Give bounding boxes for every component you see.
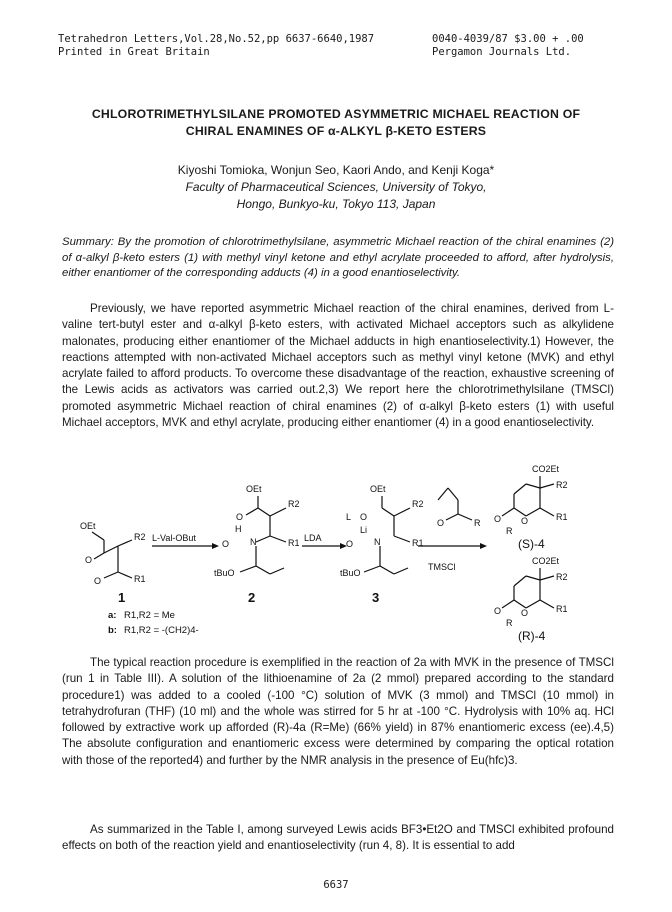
- cmp3-li: Li: [360, 525, 368, 535]
- acceptor-r: R: [474, 518, 481, 528]
- title-line-2: CHIRAL ENAMINES OF α-ALKYL β-KETO ESTERS: [185, 124, 487, 138]
- definition-b-key: b:: [108, 625, 117, 636]
- definition-a: R1,R2 = Me: [124, 610, 175, 621]
- affiliation: [40, 179, 632, 213]
- product-s-4-label: (S)-4: [518, 537, 545, 551]
- publisher: Pergamon Journals Ltd.: [432, 46, 572, 58]
- cmp1-r2: R2: [134, 532, 146, 542]
- reaction-scheme: [0, 460, 672, 660]
- cmp3-r1: R1: [412, 538, 424, 548]
- s4-co2et: CO2Et: [532, 464, 560, 474]
- definition-b: R1,R2 = -(CH2)4-: [124, 625, 199, 636]
- definition-a-key: a:: [108, 610, 117, 621]
- r4-o2: O: [521, 608, 529, 618]
- summary: Summary: By the promotion of chlorotrimethylsilane, asymmetric Michael reaction of the chiral enamines (2) of α-alkyl β-keto esters (1) with methyl vinyl ketone and ethyl acrylate proceeded to afford, after hydrolysis, either enantiomer of the corresponding adducts (4) in a good enantioselectivity.: [62, 236, 614, 279]
- s4-r: R: [506, 526, 513, 536]
- s4-r2: R2: [556, 480, 568, 490]
- cmp3-oet: OEt: [370, 484, 386, 494]
- r4-r: R: [506, 618, 513, 628]
- compound-2-structure: [214, 484, 300, 578]
- running-header-left: [58, 33, 374, 59]
- cmp2-n: N: [250, 537, 257, 547]
- compound-label-2: 2: [248, 590, 256, 605]
- cmp2-tbuo: tBuO: [214, 568, 235, 578]
- cmp2-oet: OEt: [246, 484, 262, 494]
- cmp2-o-amide: O: [222, 539, 230, 549]
- affiliation-line-2: Hongo, Bunkyo-ku, Tokyo 113, Japan: [236, 197, 436, 211]
- s4-r1: R1: [556, 512, 568, 522]
- article-title: [40, 106, 632, 140]
- michael-acceptor: [437, 488, 481, 528]
- page-number: 6637: [323, 879, 349, 891]
- compound-label-3: 3: [372, 590, 380, 605]
- issn-price: 0040-4039/87 $3.00 + .00: [432, 33, 584, 45]
- reagent-tmscl: TMSCl: [428, 562, 456, 572]
- reagent-lda: LDA: [304, 533, 322, 543]
- journal-citation: Tetrahedron Letters,Vol.28,No.52,pp 6637-6640,1987: [58, 33, 375, 45]
- cmp1-r1: R1: [134, 574, 146, 584]
- cmp1-o-ester: O: [85, 555, 93, 565]
- paragraph-lewis-acids: As summarized in the Table I, among surveyed Lewis acids BF3•Et2O and TMSCl exhibited profound effects on both of the reaction yield and enantioselectivity (run 4, 8). It is essential to add: [62, 823, 614, 853]
- cmp3-r2: R2: [412, 499, 424, 509]
- cmp2-o: O: [236, 512, 244, 522]
- cmp1-oet: OEt: [80, 521, 96, 531]
- reagent-l-val-obut: L-Val-OBut: [152, 533, 196, 543]
- cmp3-n: N: [374, 537, 381, 547]
- arrow-3-head: [480, 543, 487, 549]
- compound-3-structure: [340, 484, 424, 578]
- title-line-1: CHLOROTRIMETHYLSILANE PROMOTED ASYMMETRIC MICHAEL REACTION OF: [91, 107, 581, 121]
- s4-o2: O: [521, 516, 529, 526]
- compound-label-1: 1: [118, 590, 126, 605]
- acceptor-o: O: [437, 518, 445, 528]
- cmp3-tbuo: tBuO: [340, 568, 361, 578]
- printed-in: Printed in Great Britain: [58, 46, 210, 58]
- compound-1-structure: [80, 521, 146, 586]
- cmp2-r2: R2: [288, 499, 300, 509]
- author-block: [40, 162, 632, 213]
- arrow-1-head: [212, 543, 219, 549]
- s4-o1: O: [494, 514, 502, 524]
- product-r-4-label: (R)-4: [518, 629, 546, 643]
- cmp2-h: H: [235, 524, 242, 534]
- r4-co2et: CO2Et: [532, 556, 560, 566]
- cmp3-l: L: [346, 512, 352, 522]
- paragraph-procedure: The typical reaction procedure is exemplified in the reaction of 2a with MVK in the presence of TMSCl (run 1 in Table III). A solution of the lithioenamine of 2a (2 mmol) prepared according to the standard procedure1) was added to a cooled (-100 °C) solution of MVK (3 mmol) and TMSCl (10 mmol) in tetrahydrofuran (THF) (10 ml) and the whole was stirred for 5 hr at -100 °C. Hydrolysis with 10% aq. HCl followed by extractive work up afforded (R)-4a (R=Me) (66% yield) in 87% enantiomeric excess (ee).4,5) The absolute configuration and enantiomeric excess were determined by comparing the optical rotation with those of the reported4) and further by the NMR analysis in the presence of Eu(hfc)3.: [62, 656, 614, 767]
- product-r-4-structure: [494, 556, 568, 628]
- paragraph-intro: Previously, we have reported asymmetric Michael reaction of the chiral enamines, derived from L-valine tert-butyl ester and α-alkyl β-keto esters, with activated Michael acceptors such as alkylidene malonates, producing either enantiomer of the Michael adducts in high enantioselectivity.1) However, the reactions attempted with non-activated Michael acceptors such as methyl vinyl ketone (MVK) and ethyl acrylate failed to afford products. To overcome these disadvantage of the reaction, exhaustive screening of the Lewis acids as activators was carried out.2,3) We report here the chlorotrimethylsilane (TMSCl) promoted asymmetric Michael reaction of chiral enamines (2) of α-alkyl β-keto esters (1) with useful Michael acceptors, MVK and ethyl acrylate, producing either enantiomer (4) in a good enantioselectivity.: [62, 302, 614, 430]
- affiliation-line-1: Faculty of Pharmaceutical Sciences, University of Tokyo,: [185, 180, 487, 194]
- product-s-4-structure: [494, 464, 568, 536]
- author-list: Kiyoshi Tomioka, Wonjun Seo, Kaori Ando, and Kenji Koga*: [177, 163, 495, 177]
- r4-r1: R1: [556, 604, 568, 614]
- cmp2-r1: R1: [288, 538, 300, 548]
- running-header-right: [432, 33, 584, 59]
- cmp1-o-ketone: O: [94, 576, 102, 586]
- r4-o1: O: [494, 606, 502, 616]
- cmp3-o: O: [360, 512, 368, 522]
- r4-r2: R2: [556, 572, 568, 582]
- cmp3-o-amide: O: [346, 539, 354, 549]
